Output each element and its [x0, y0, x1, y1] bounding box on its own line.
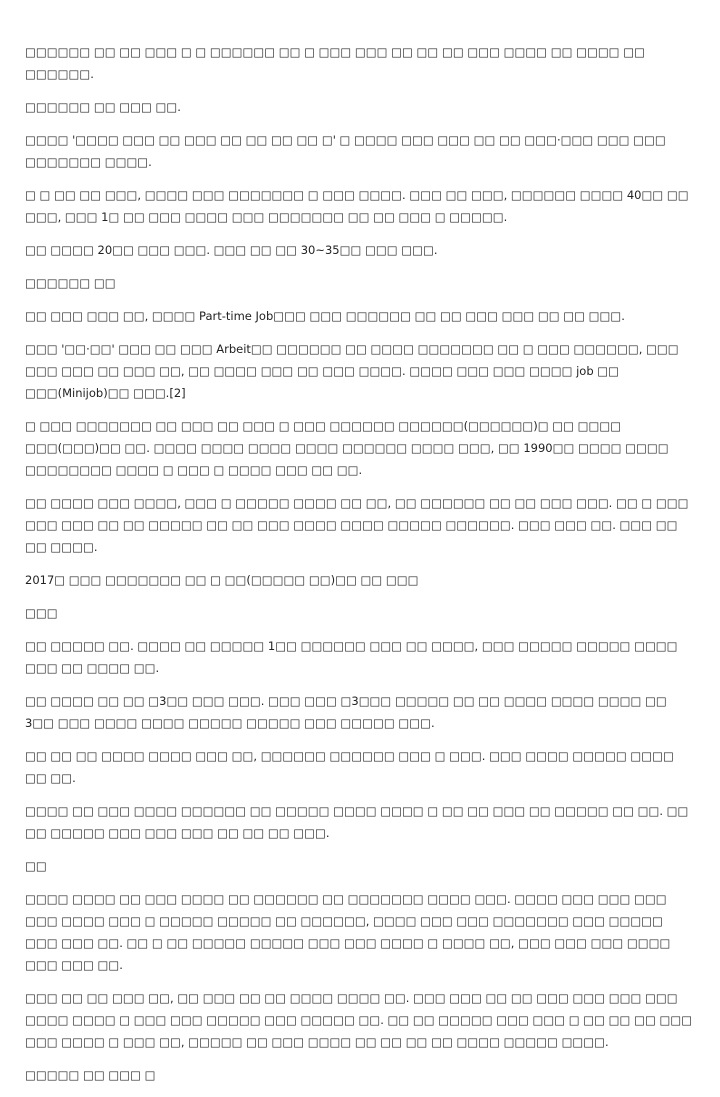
section-heading-4: □□ — [25, 859, 47, 873]
paragraph-2: □□□□□□ □□ □□□ □□. — [25, 100, 181, 114]
paragraph-13: □□□□ □□ □□□ □□□□ □□□□□□ □□ □□□□□ □□□□ □□□□ □ □□ □□ □□□ □□ □□□□□ □□ □□. □□ □□ □□□□□ □□□ □□□ □□□ □□ □□ □□ □□□. — [25, 804, 689, 840]
paragraph-9: □□ □□□□ □□□ □□□□, □□□ □ □□□□□ □□□□ □□ □□, □□ □□□□□□ □□ □□ □□□ □□□. □□ □ □□□ □□□ □□□ □□ □□ □□□□□ □□ □□ □□□ □□□□ □□□□ □□□□□ □□□□□□. □□□ □□□ □□. □□□ □□ □□ □□□□. — [25, 496, 689, 554]
paragraph-8: □ □□□ □□□□□□□ □□ □□□ □□ □□□ □ □□□ □□□□□□ □□□□□□(□□□□□□)□ □□ □□□□ □□□(□□□)□□ □□. □□□□ □□□□ □□□□ □□□□ □□□□□□ □□□□ □□□, □□ 1990□□ □□□□ □□□□ □□□□□□□□ □□□□ □ □□□ □ □□□□ □□□ □□ □□. — [25, 419, 669, 477]
section-heading-2: 2017□ □□□ □□□□□□□ □□ □ □□(□□□□□ □□)□□ □□ □□□ — [25, 573, 419, 587]
section-heading-5: □□□□□ □□ □□□ □ — [25, 1068, 156, 1082]
paragraph-5: □□ □□□□ 20□□ □□□ □□□. □□□ □□ □□ 30~35□□ □□□ □□□. — [25, 243, 438, 257]
paragraph-3: □□□□ '□□□□ □□□ □□ □□□ □□ □□ □□ □□ □' □ □□□□ □□□ □□□ □□ □□ □□□·□□□ □□□ □□□ □□□□□□□ □□□□. — [25, 133, 666, 169]
paragraph-6: □□ □□□ □□□ □□, □□□□ Part-time Job□□□ □□□ □□□□□□ □□ □□ □□□ □□□ □□ □□ □□□. — [25, 309, 625, 323]
paragraph-15: □□□ □□ □□ □□□ □□, □□ □□□ □□ □□ □□□□ □□□□ □□. □□□ □□□ □□ □□ □□□ □□□ □□□ □□□ □□□□ □□□□ □ □□□ □□□ □□□□□ □□□ □□□□□ □□. □□ □□ □□□□□ □□□ □□□ □ □□ □□ □□ □□□ □□□ □□□□ □ □□□ □□, □□□□□ □□ □□□ □□□□ □□ □□ □□ □□ □□□□ □□□□□ □□□□. — [25, 991, 693, 1049]
paragraph-14: □□□□ □□□□ □□ □□□ □□□□ □□ □□□□□□ □□ □□□□□□□ □□□□ □□□. □□□□ □□□ □□□ □□□ □□□ □□□□ □□□ □ □□□□□ □□□□□ □□ □□□□□□, □□□□ □□□ □□□ □□□□□□□ □□□ □□□□□ □□□ □□□ □□. □□ □ □□ □□□□□ □□□□□ □□□ □□□ □□□□ □ □□□□ □□, □□□ □□□ □□□ □□□□ □□□ □□□ □□. — [25, 892, 671, 972]
section-heading-3: □□□ — [25, 606, 58, 620]
paragraph-4: □ □ □□ □□ □□□, □□□□ □□□ □□□□□□□ □ □□□ □□□□. □□□ □□ □□□, □□□□□□ □□□□ 40□□ □□ □□□, □□□ 1□ □□ □□□ □□□□ □□□ □□□□□□□ □□ □□ □□□ □ □□□□□. — [25, 188, 689, 224]
paragraph-11: □□ □□□□ □□ □□ □3□□ □□□ □□□. □□□ □□□ □3□□□ □□□□□ □□ □□ □□□□ □□□□ □□□□ □□ 3□□ □□□ □□□□ □□□□ □□□□□ □□□□□ □□□ □□□□□ □□□. — [25, 694, 667, 730]
paragraph-12: □□ □□ □□ □□□□ □□□□ □□□ □□, □□□□□□ □□□□□□ □□□ □ □□□. □□□ □□□□ □□□□□ □□□□ □□ □□. — [25, 749, 674, 785]
section-heading-1: □□□□□□ □□ — [25, 276, 116, 290]
paragraph-1: □□□□□□ □□ □□ □□□ □ □ □□□□□□ □□ □ □□□ □□□ □□ □□ □□ □□□ □□□□ □□ □□□□ □□ □□□□□□. — [25, 45, 645, 81]
paragraph-7: □□□ '□□·□□' □□□ □□ □□□ Arbeit□□ □□□□□□ □□ □□□□ □□□□□□□ □□ □ □□□ □□□□□□, □□□ □□□ □□□ □□ □□□ □□, □□ □□□□ □□□ □□ □□□ □□□□. □□□□ □□□ □□□ □□□□ job □□ □□□(Minijob)□□ □□□.[2] — [25, 342, 679, 400]
paragraph-10: □□ □□□□□ □□. □□□□ □□ □□□□□ 1□□ □□□□□□ □□□ □□ □□□□, □□□ □□□□□ □□□□□ □□□□ □□□ □□ □□□□ □□. — [25, 639, 678, 675]
document-body — [25, 41, 695, 1097]
